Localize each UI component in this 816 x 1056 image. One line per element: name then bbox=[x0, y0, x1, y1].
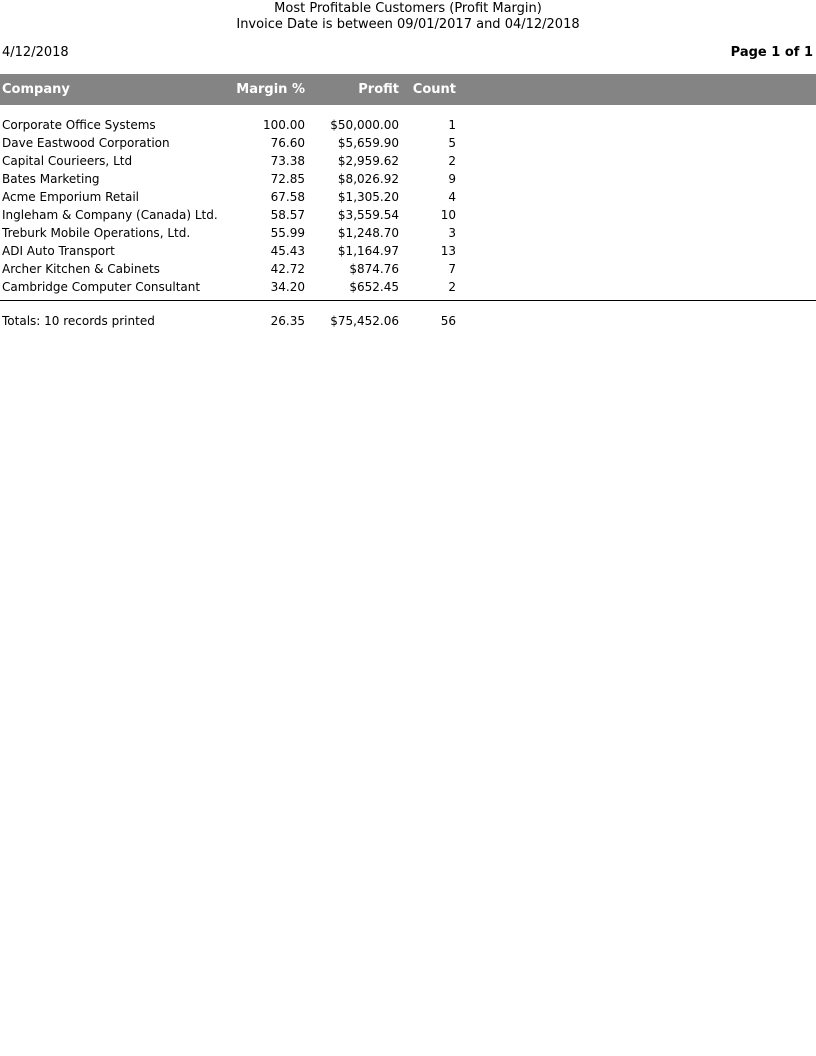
table-row bbox=[0, 134, 816, 152]
cell-count: 10 bbox=[440, 208, 456, 222]
cell-margin: 67.58 bbox=[270, 190, 305, 204]
cell-profit: $1,248.70 bbox=[337, 226, 399, 240]
table-row bbox=[0, 188, 816, 206]
cell-margin: 42.72 bbox=[270, 262, 305, 276]
cell-profit: $874.76 bbox=[349, 262, 399, 276]
table-body bbox=[0, 116, 816, 296]
cell-profit: $50,000.00 bbox=[330, 118, 399, 132]
cell-company: Treburk Mobile Operations, Ltd. bbox=[2, 226, 191, 240]
cell-margin: 34.20 bbox=[270, 280, 305, 294]
column-header-margin: Margin % bbox=[236, 82, 305, 97]
column-header-profit: Profit bbox=[358, 82, 399, 97]
cell-margin: 100.00 bbox=[263, 118, 305, 132]
cell-company: Cambridge Computer Consultant bbox=[2, 280, 201, 294]
table-row bbox=[0, 116, 816, 134]
cell-company: Capital Courieers, Ltd bbox=[2, 154, 133, 168]
cell-company: ADI Auto Transport bbox=[2, 244, 115, 258]
cell-profit: $1,164.97 bbox=[337, 244, 399, 258]
table-row bbox=[0, 224, 816, 242]
table-row bbox=[0, 152, 816, 170]
table-row bbox=[0, 242, 816, 260]
cell-count: 1 bbox=[448, 118, 456, 132]
totals-row bbox=[0, 312, 816, 330]
page-number: Page 1 of 1 bbox=[730, 45, 813, 60]
table-row bbox=[0, 170, 816, 188]
cell-company: Ingleham & Company (Canada) Ltd. bbox=[2, 208, 218, 222]
cell-margin: 72.85 bbox=[270, 172, 305, 186]
cell-profit: $652.45 bbox=[349, 280, 399, 294]
cell-profit: $2,959.62 bbox=[337, 154, 399, 168]
cell-count: 9 bbox=[448, 172, 456, 186]
cell-profit: $5,659.90 bbox=[337, 136, 399, 150]
cell-company: Archer Kitchen & Cabinets bbox=[2, 262, 160, 276]
cell-count: 13 bbox=[440, 244, 456, 258]
cell-count: 2 bbox=[448, 154, 456, 168]
column-header-company: Company bbox=[2, 82, 70, 97]
report-subtitle: Invoice Date is between 09/01/2017 and 04/12/2018 bbox=[236, 17, 580, 32]
cell-profit: $8,026.92 bbox=[337, 172, 399, 186]
report-date: 4/12/2018 bbox=[2, 45, 69, 60]
table-row bbox=[0, 206, 816, 224]
cell-margin: 45.43 bbox=[270, 244, 305, 258]
table-header bbox=[0, 74, 816, 105]
cell-profit: $3,559.54 bbox=[337, 208, 399, 222]
report-title: Most Profitable Customers (Profit Margin) bbox=[274, 1, 542, 16]
totals-label: Totals: 10 records printed bbox=[2, 314, 155, 328]
cell-profit: $1,305.20 bbox=[337, 190, 399, 204]
totals-count: 56 bbox=[440, 314, 456, 328]
totals-margin: 26.35 bbox=[270, 314, 305, 328]
cell-count: 4 bbox=[448, 190, 456, 204]
column-header-count: Count bbox=[412, 82, 456, 97]
totals-line bbox=[0, 312, 816, 330]
cell-margin: 76.60 bbox=[270, 136, 305, 150]
cell-count: 2 bbox=[448, 280, 456, 294]
cell-company: Bates Marketing bbox=[2, 172, 100, 186]
cell-company: Dave Eastwood Corporation bbox=[2, 136, 170, 150]
cell-margin: 55.99 bbox=[270, 226, 305, 240]
cell-count: 5 bbox=[448, 136, 456, 150]
cell-company: Corporate Office Systems bbox=[2, 118, 156, 132]
cell-count: 3 bbox=[448, 226, 456, 240]
cell-margin: 58.57 bbox=[270, 208, 305, 222]
cell-count: 7 bbox=[448, 262, 456, 276]
cell-company: Acme Emporium Retail bbox=[2, 190, 139, 204]
totals-profit: $75,452.06 bbox=[330, 314, 399, 328]
totals-divider bbox=[0, 300, 816, 301]
report-header bbox=[0, 1, 816, 33]
table-row bbox=[0, 260, 816, 278]
table-row bbox=[0, 278, 816, 296]
cell-margin: 73.38 bbox=[270, 154, 305, 168]
